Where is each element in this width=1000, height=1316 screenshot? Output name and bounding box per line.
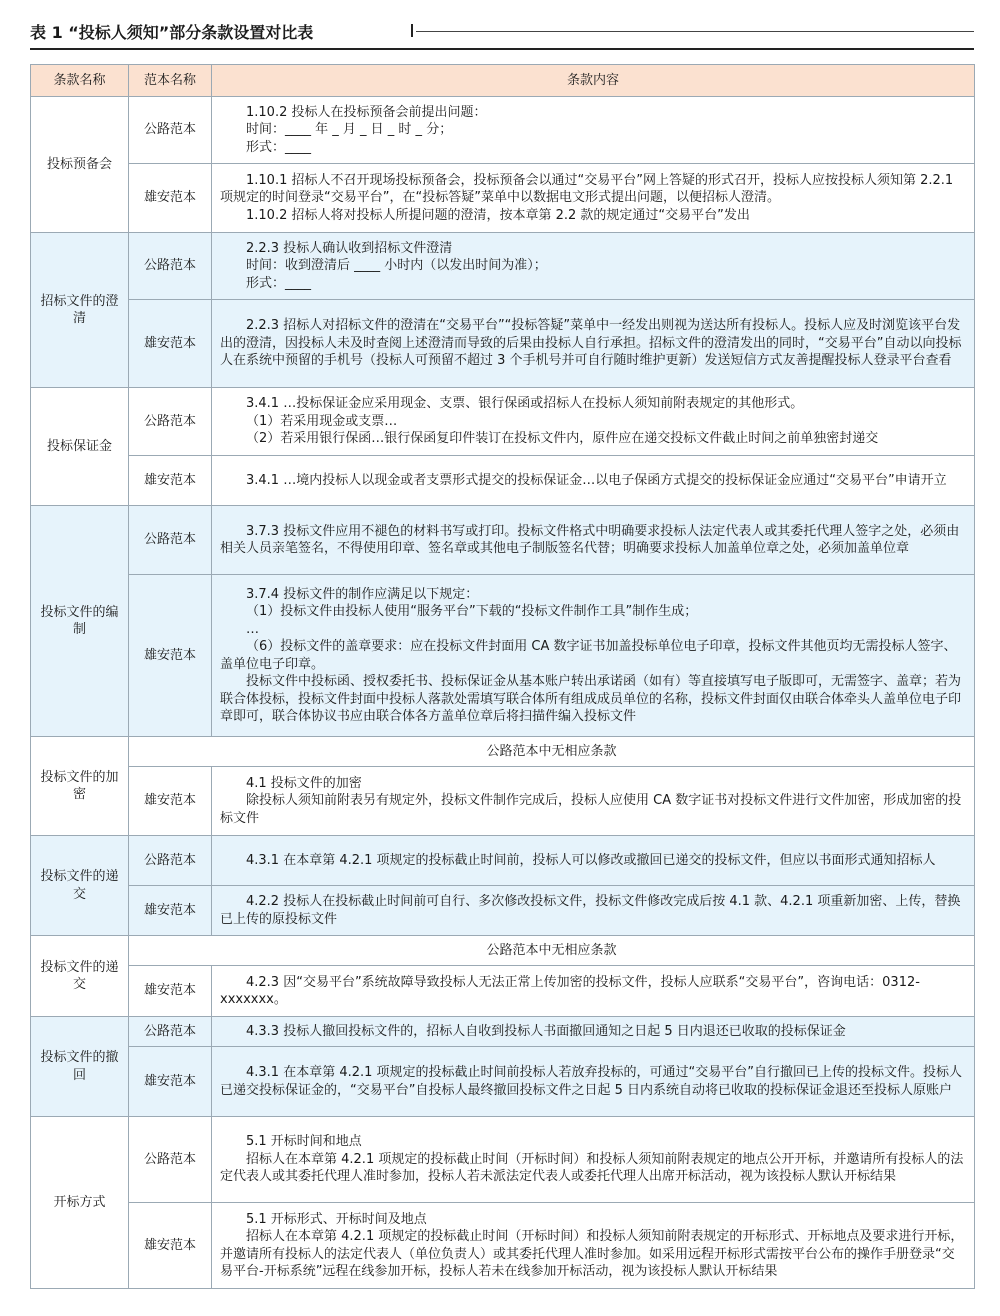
content-line: 2.2.3 招标人对招标文件的澄清在“交易平台”“投标答疑”菜单中一经发出则视为送达所有投标人。投标人应及时浏览该平台发出的澄清，因投标人未及时查阅上述澄清而导致的后果由投标人自行承担。招标文件的澄清发出的同时，“交易平台”自动以向投标人在系统中预留的手机号（投标人可预留不超过 3 个手机号并可自行随时维护更新）发送短信方式友善提醒投标人登录平台查看 [220, 318, 962, 369]
content-line: 时间：____ 年 _ 月 _ 日 _ 时 _ 分； [246, 122, 453, 138]
table-row [31, 164, 975, 233]
clause-content-cell [212, 575, 975, 737]
content-line: 1.10.2 招标人将对投标人所提问题的澄清，按本章第 2.2 款的规定通过“交易平台”发出 [246, 207, 750, 223]
table-row [31, 300, 975, 388]
content-line: 2.2.3 投标人确认收到招标文件澄清 [246, 240, 453, 256]
content-line: 3.7.3 投标文件应用不褪色的材料书写或打印。投标文件格式中明确要求投标人法定代表人或其委托代理人签字之处，必须由相关人员亲笔签名，不得使用印章、签名章或其他电子制版签名代替；明确要求投标人加盖单位章之处，必须加盖单位章 [220, 523, 960, 556]
table-title-bar [30, 18, 974, 50]
table-row [31, 97, 975, 164]
template-name-cell: 雄安范本 [129, 575, 212, 737]
template-name-cell: 雄安范本 [129, 886, 212, 936]
template-name-cell: 雄安范本 [129, 966, 212, 1017]
clause-content-cell [212, 164, 975, 233]
title-marker [411, 24, 413, 37]
template-name-cell: 雄安范本 [129, 1047, 212, 1117]
content-line: 3.4.1 …境内投标人以现金或者支票形式提交的投标保证金…以电子保函方式提交的投标保证金应通过“交易平台”申请开立 [246, 472, 947, 488]
content-line: 4.3.1 在本章第 4.2.1 项规定的投标截止时间前，投标人可以修改或撤回已递交的投标文件，但应以书面形式通知招标人 [246, 852, 936, 868]
table-row [31, 456, 975, 506]
content-line: 3.4.1 …投标保证金应采用现金、支票、银行保函或招标人在投标人须知前附表规定的其他形式。 [246, 396, 804, 412]
table-row [31, 1117, 975, 1203]
clause-name-cell: 招标文件的澄清 [31, 233, 129, 388]
clause-content-cell [212, 1017, 975, 1047]
content-line: 4.1 投标文件的加密 [246, 775, 362, 791]
clause-content-cell [212, 388, 975, 456]
content-line: 时间：收到澄清后 ____ 小时内（以发出时间为准）； [246, 258, 547, 274]
content-line: … [246, 621, 259, 637]
template-name-cell: 雄安范本 [129, 767, 212, 836]
clause-content-cell [212, 1047, 975, 1117]
content-line: 形式：____ [246, 139, 312, 155]
content-line: 招标人在本章第 4.2.1 项规定的投标截止时间（开标时间）和投标人须知前附表规定的开标形式、开标地点及要求进行开标，并邀请所有投标人的法定代表人（单位负责人）或其委托代理人准时参加。如采用远程开标形式需按平台公布的操作手册登录“交易平台-开标系统”远程在线参加开标，投标人若未在线参加开标活动，视为该投标人默认开标结果 [220, 1229, 964, 1279]
table-body [31, 97, 975, 1289]
table-row [31, 1203, 975, 1289]
title-rule [416, 31, 974, 32]
clause-content-cell [212, 456, 975, 506]
clause-content-cell [212, 97, 975, 164]
header-clause-name: 条款名称 [31, 65, 129, 97]
template-name-cell: 雄安范本 [129, 456, 212, 506]
clause-name-cell: 投标预备会 [31, 97, 129, 233]
content-line: 4.3.3 投标人撤回投标文件的，招标人自收到投标人书面撤回通知之日起 5 日内退还已收取的投标保证金 [246, 1023, 846, 1039]
clause-name-cell: 投标文件的加密 [31, 737, 129, 836]
clause-name-cell: 投标文件的递交 [31, 936, 129, 1017]
clause-content-cell [212, 767, 975, 836]
template-name-cell: 公路范本 [129, 836, 212, 886]
content-line: 4.3.1 在本章第 4.2.1 项规定的投标截止时间前投标人若放弃投标的，可通过“交易平台”自行撤回已上传的投标文件。投标人已递交投标保证金的，“交易平台”自投标人最终撤回投标文件之日起 5 日内系统自动将已收取的投标保证金退还至投标人原账户 [220, 1065, 963, 1098]
header-row [31, 65, 975, 97]
clause-content-cell [212, 506, 975, 575]
table-row [31, 936, 975, 966]
table-row [31, 767, 975, 836]
template-name-cell: 公路范本 [129, 97, 212, 164]
header-clause-content: 条款内容 [212, 65, 975, 97]
content-line: 4.2.3 因“交易平台”系统故障导致投标人无法正常上传加密的投标文件，投标人应联系“交易平台”，咨询电话：0312-xxxxxxx。 [220, 974, 920, 1007]
content-line: （2）若采用银行保函…银行保函复印件装订在投标文件内，原件应在递交投标文件截止时间之前单独密封递交 [246, 431, 879, 447]
table-title: 表 1 “投标人须知”部分条款设置对比表 [30, 20, 323, 43]
template-name-cell: 公路范本 [129, 506, 212, 575]
clause-content-cell [212, 886, 975, 936]
clause-content-cell [212, 1203, 975, 1289]
content-line: 形式：____ [246, 275, 312, 291]
table-row [31, 575, 975, 737]
template-name-cell: 公路范本 [129, 1117, 212, 1203]
clause-content-cell [212, 300, 975, 388]
template-name-cell: 公路范本 [129, 233, 212, 300]
table-row [31, 1047, 975, 1117]
content-line: 1.10.1 招标人不召开现场投标预备会，投标预备会以通过“交易平台”网上答疑的形式召开，投标人应按投标人须知第 2.2.1 项规定的时间登录“交易平台”，在“投标答疑”菜单中以数据电文形式提出问题，以便招标人澄清。 [220, 172, 954, 206]
content-line: 招标人在本章第 4.2.1 项规定的投标截止时间（开标时间）和投标人须知前附表规定的地点公开开标，并邀请所有投标人的法定代表人或其委托代理人准时参加，投标人若未派法定代表人或委托代理人出席开标活动，视为该投标人默认开标结果 [220, 1151, 964, 1185]
template-name-cell: 雄安范本 [129, 1203, 212, 1289]
clause-name-cell: 投标保证金 [31, 388, 129, 506]
header-template-name: 范本名称 [129, 65, 212, 97]
table-row [31, 737, 975, 767]
template-name-cell: 公路范本 [129, 388, 212, 456]
content-line: 4.2.2 投标人在投标截止时间前可自行、多次修改投标文件，投标文件修改完成后按 4.1 款、4.2.1 项重新加密、上传，替换已上传的原投标文件 [220, 894, 961, 927]
clause-content-cell [212, 233, 975, 300]
clause-content-cell [212, 966, 975, 1017]
clause-content-cell [212, 1117, 975, 1203]
content-line: （6）投标文件的盖章要求：应在投标文件封面用 CA 数字证书加盖投标单位电子印章，投标文件其他页均无需投标人签字、盖单位电子印章。 [220, 639, 957, 672]
clause-name-cell: 投标文件的撤回 [31, 1017, 129, 1117]
table-row [31, 836, 975, 886]
table-row [31, 966, 975, 1017]
clause-name-cell: 投标文件的递交 [31, 836, 129, 936]
table-row [31, 388, 975, 456]
content-line: 投标文件中投标函、授权委托书、投标保证金从基本账户转出承诺函（如有）等直接填写电子版即可，无需签字、盖章；若为联合体投标，投标文件封面中投标人落款处需填写联合体所有组成成员单位的名称，投标文件封面仅由联合体牵头人盖单位电子印章即可，联合体协议书应由联合体各方盖单位章后将扫描件编入投标文件 [220, 674, 962, 724]
clause-content-cell [212, 836, 975, 886]
content-line: 1.10.2 投标人在投标预备会前提出问题： [246, 104, 487, 120]
table-row [31, 1017, 975, 1047]
content-line: 除投标人须知前附表另有规定外，投标文件制作完成后，投标人应使用 CA 数字证书对投标文件进行文件加密，形成加密的投标文件 [220, 793, 962, 826]
table-row [31, 233, 975, 300]
table-row [31, 506, 975, 575]
no-corresponding-clause: 公路范本中无相应条款 [129, 737, 975, 767]
content-line: （1）若采用现金或支票… [246, 413, 398, 429]
clause-name-cell: 开标方式 [31, 1117, 129, 1289]
table-row [31, 886, 975, 936]
no-corresponding-clause: 公路范本中无相应条款 [129, 936, 975, 966]
comparison-table [30, 64, 975, 1289]
content-line: （1）投标文件由投标人使用“服务平台”下载的“投标文件制作工具”制作生成； [246, 604, 698, 619]
content-line: 5.1 开标时间和地点 [246, 1134, 362, 1150]
content-line: 3.7.4 投标文件的制作应满足以下规定： [246, 586, 479, 602]
clause-name-cell: 投标文件的编制 [31, 506, 129, 737]
template-name-cell: 公路范本 [129, 1017, 212, 1047]
template-name-cell: 雄安范本 [129, 164, 212, 233]
template-name-cell: 雄安范本 [129, 300, 212, 388]
content-line: 5.1 开标形式、开标时间及地点 [246, 1211, 427, 1227]
